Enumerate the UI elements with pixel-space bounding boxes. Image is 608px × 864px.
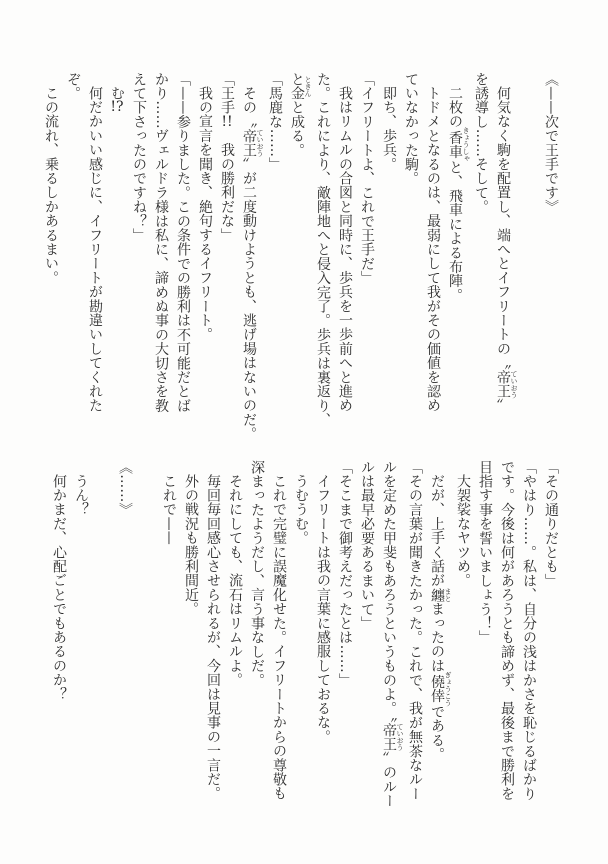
text-line: ルは最早必要あるまいて」 <box>359 460 375 631</box>
text-line: 何だかいい感じに、イフリートが勘違いしてくれた <box>87 86 103 413</box>
text-line: 何かまだ、心配ごとでもあるのか？ <box>51 474 67 702</box>
blank-line <box>136 460 158 818</box>
text-line: 我はリムルの合図と同時に、歩兵を一歩前へと進め <box>337 86 353 413</box>
tate-chu-yoko: !! <box>221 114 233 129</box>
text-line: む!? <box>109 86 125 115</box>
text-line: 「馬鹿な……」 <box>267 72 283 172</box>
text-line: これで—— <box>161 474 177 545</box>
text-line: た。これにより、敵陣地へと侵入完了。歩兵は裏返り、 <box>315 72 331 427</box>
ruby-annotated-word: 帝王 ていおう <box>241 128 264 158</box>
text-line: この流れ、乗るしかあるまい。 <box>43 86 59 285</box>
text-line: 外の戦況も勝利間近。 <box>183 474 199 616</box>
text-line: うむうむ。 <box>293 474 309 545</box>
ruby-annotated-word: 香車 きょうしゃ <box>447 126 470 162</box>
text-line: その〝帝王 ていおう〟が二度動けようとも、逃げ場はないのだ。 <box>241 86 264 442</box>
text-line: 「——参りました。この条件での勝利は不可能だとば <box>175 72 191 413</box>
text-line: これで完璧に誤魔化せた。イフリートからの尊敬も <box>271 474 287 801</box>
text-line: 「そこまで御考えだったとは……」 <box>337 460 353 688</box>
ruby-annotated-word: 帝王 ていおう <box>495 370 518 399</box>
text-line: 大袈裟なヤツめ。 <box>455 474 471 588</box>
text-line: 「イフリートよ、これで王手だ」 <box>359 72 375 285</box>
text-line: です。今後は何があろうとも諦めず、最後まで勝利を <box>499 460 515 801</box>
text-line: イフリートは我の言葉に感服しておるな。 <box>315 474 331 744</box>
text-line: 目指す事を誓いましょう！」 <box>477 460 493 645</box>
text-line: だが、上手く話が纏 まとまったのは僥倖 ぎょうこうである。 <box>429 474 452 762</box>
text-line: 「やはり……。私は、自分の浅はかさを恥じるばかり <box>521 460 537 801</box>
text-line: 二枚の香車 きょうしゃと、飛車による布陣。 <box>447 86 470 303</box>
text-line: 即ち、歩兵。 <box>381 86 397 172</box>
text-block-bottom <box>48 460 562 818</box>
text-line: 深まったようだし、言う事なしだ。 <box>249 460 265 688</box>
text-line: と金 ときんと成る。 <box>289 72 312 158</box>
ruby-annotated-word: 帝王 ていおう <box>381 722 404 752</box>
text-line: それにしても、流石はリムルよ。 <box>227 474 243 687</box>
blank-line <box>92 460 114 818</box>
text-block-top <box>40 72 562 442</box>
ruby-annotated-word: と金 ときん <box>289 72 312 101</box>
text-line: ルを定めた甲斐もあろうというものよ。〝帝王 ていおう〟のルー <box>381 460 404 809</box>
text-line: 《——次で王手です》 <box>543 72 559 214</box>
text-line: ていなかった駒。 <box>403 72 419 186</box>
text-line: 「その言葉が聞きたかった。これで、我が無茶なルー <box>407 460 423 801</box>
text-line: を誘導し……そして。 <box>473 72 489 214</box>
ruby-annotated-word: 僥倖 ぎょうこう <box>429 671 452 707</box>
text-line: うん？ <box>73 474 89 517</box>
text-line: 何気なく駒を配置し、端へとイフリートの〝帝王 ていおう〟 <box>495 86 518 413</box>
text-line: えて下さったのですね？」 <box>131 72 147 243</box>
tate-chu-yoko: !? <box>110 100 124 115</box>
ruby-annotated-word: 纏 まと <box>429 587 452 602</box>
text-line: 《……》 <box>117 460 133 517</box>
blank-line <box>518 72 540 430</box>
text-line: トドメとなるのは、最弱にして我がその価値を認め <box>425 86 441 413</box>
text-line: 「王手!! 我の勝利だな」 <box>219 72 235 243</box>
text-line: かり……ヴェルドラ様は私に、諦めぬ事の大切さを教 <box>153 72 169 413</box>
text-line: 「その通りだとも」 <box>543 460 559 588</box>
text-line: 我の宣言を聞き、絶句するイフリート。 <box>197 86 213 342</box>
text-line: ぞ。 <box>65 72 81 101</box>
text-line: 毎回毎回感心させられるが、今回は見事の一言だ。 <box>205 474 221 801</box>
